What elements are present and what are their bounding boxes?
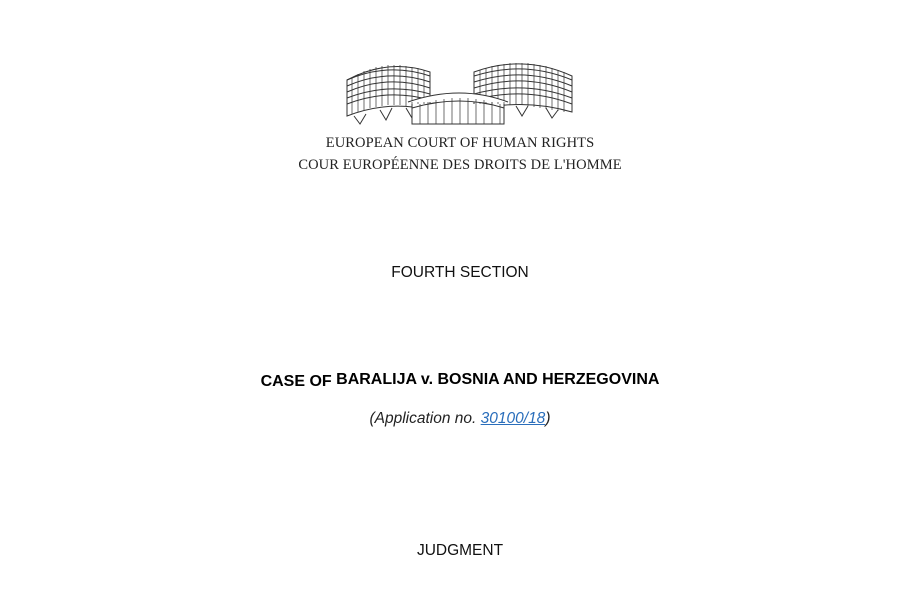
case-prefix: CASE OF — [260, 373, 332, 390]
court-name-french: COUR EUROPÉENNE DES DROITS DE L'HOMME — [298, 157, 622, 173]
application-close: ) — [545, 410, 551, 427]
application-number-link[interactable]: 30100/18 — [480, 410, 546, 427]
application-open: (Application no. — [369, 410, 481, 427]
application-reference — [0, 410, 900, 428]
case-name: BARALIJA v. BOSNIA AND HERZEGOVINA — [336, 371, 660, 388]
echr-building-icon — [340, 52, 580, 126]
court-name-english: EUROPEAN COURT OF HUMAN RIGHTS — [325, 135, 595, 151]
case-title — [0, 371, 900, 389]
section-heading: FOURTH SECTION — [391, 264, 529, 281]
judgment-label: JUDGMENT — [416, 542, 504, 559]
